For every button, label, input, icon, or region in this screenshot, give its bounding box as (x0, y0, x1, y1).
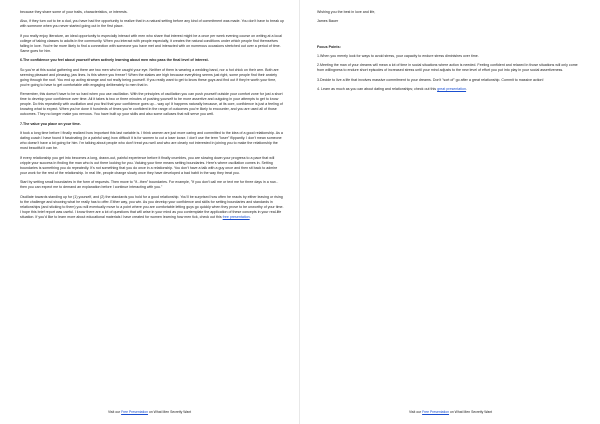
left-page-footer (0, 410, 299, 414)
section-heading-7: 7.The value you place on your time. (20, 121, 81, 126)
footer-suffix: on What Men Secretly Want (148, 410, 192, 414)
footer-suffix: on What Men Secretly Want (449, 410, 493, 414)
paragraph: because they share some of your traits, characteristics, or interests. (20, 10, 128, 14)
footer-prefix: Visit our (408, 410, 423, 414)
paragraph: So you're at this social gathering and there are two men who've caught your eye. Neither of them is wearing a wedding band, nor a hot chick on their arm. Both are seeming pleasant and pleasing, jaw lines. Is this where you freeze? When the stakes are high because everything seems just right, some people find their anxiety going through the roof. You end up acting strange and not really being yourself. If you really want to get to know these guys and find out if they're worth your time, you're going to have to get comfortable with engaging deliberately to men that in. (20, 67, 279, 87)
paragraph-text: Oscillate towards standing up for (1) yourself, and (2) the standards you hold for a good relationship. You'll be surprised how often he reacts by either leaving or rising to the challenge and showing what he really has to offer. Either way, you win. As you develop your confidence and skills for setting boundaries and standards in relationships (and sticking to them) you will eventually move to a point where you are comfortable letting guys go quickly when they prove to be unworthy of your time. I hope this brief report was useful. I know there are a lot of questions that will arise in your mind as you contemplate the application of these concepts in your real-life situation. If you'd like to learn more about educational materials I have created for women learning how men tick, check out this (20, 194, 284, 219)
right-page (301, 0, 600, 424)
paragraph: It took a long time before I finally realized how important this last variable is. I think women are just more caring and committed to the idea of a good relationship. As a dating coach I have found it fascinating (in a painful way) how difficult it is for women to cut a loser loose. I don't use the term "loser" flippantly. I don't mean someone who doesn't have a lot going for him. I'm talking about people who don't treat you well and who are clearly not interested in joining you to make the relationship the most beautiful it can be. (20, 131, 283, 151)
paragraph: Remember, this doesn't have to be so hard when you use oscillation. With the principles of oscillation you can push yourself outside your comfort zone for just a short time to develop your confidence over time. All it takes is two or three minutes of pushing yourself to be more assertive and outgoing in your attempts to get to know people. Do this repeatedly with oscillation and you find that your confidence goes up... way up! It happens naturally because, at its core, confidence is just a feeling of knowing what to expect. When you've done it hundreds of times you're confident in the range of outcomes you're likely to encounter, and you are used all of those outcomes. They no longer make you nervous. You have built up your skills and also some calluses that will serve you well. (20, 92, 283, 117)
paragraph: If every relationship you get into becomes a long, drawn-out, painful experience before it finally crumbles, you are slowing down your progress to a pace that will cripple your success in finding the man who is out there looking for you. Valuing your time means setting boundaries. Here's where oscillation comes in. Setting boundaries is something you do repeatedly. It's not something that you do once in a relationship. You don't have a talk with a guy once and then sit back to admire your work for the rest of the relationship. In real life, people change slowly once they have developed a bad habit in the way they treat you. (20, 155, 278, 175)
paragraph: Also, if they turn out to be a dud, you have had the opportunity to realize that in a natural setting before any kind of commitment was made. You don't have to break up with someone when you never started going out in the first place. (20, 19, 284, 29)
footer-presentation-link[interactable]: Free Presentation (422, 410, 450, 414)
left-page-body (20, 10, 285, 224)
focus-point: 3.Decide to live a life that involves massive commitment to your dreams. Don't "sort of" go after a great relationship. Commit to massive action! (317, 77, 544, 82)
focus-point: 1.When you merely look for ways to avoid stress, your capacity to endure stress diminishes over time. (317, 53, 479, 58)
paragraph: Start by setting small boundaries in the form of requests. Then move to "if...then" boundaries. For example, "If you don't call me or text me for three days in a row... then you can expect me to demand an explanation before I continue interacting with you." (20, 180, 279, 190)
paragraph: If you really enjoy literature, an ideal opportunity to especially interact with men who share that interest might be a once per week evening course on writing at a local college of taking classes to adults in the community. When you interact with people especially, it creates the natural conditions under which people find themselves falling in love. You're far more likely to find a connection with someone you have met and interacted with on numerous occasions stretched out over a period of time. Same goes for him. (20, 33, 282, 53)
footer-presentation-link[interactable]: Free Presentation (121, 410, 149, 414)
closing-line: Wishing you the best in love and life, (317, 10, 376, 14)
focus-point-with-link: 4. Learn as much as you can about dating and relationships; check out this great presentation. (317, 86, 468, 91)
paragraph-with-link: Oscillate towards standing up for (1) yourself, and (2) the standards you hold for a good relationship. You'll be surprised how often he reacts by either leaving or rising to the challenge and showing what he really has to offer. Either way, you win. As you develop your confidence and skills for setting boundaries and standards in relationships (and sticking to them) you will eventually move to a point where you are comfortable letting guys go quickly when they prove to be unworthy of your time. I hope this brief report was useful. I know there are a lot of questions that will arise in your mind as you contemplate the application of these concepts in your real-life situation. If you'd like to learn more about educational materials I have created for women learning how men tick, check out this free presentation. (20, 194, 284, 219)
right-page-footer (301, 410, 600, 414)
right-page-body (317, 10, 582, 96)
great-presentation-link[interactable]: great presentation (437, 86, 467, 91)
focus-point: 2.Meeting the man of your dreams will mean a lot of time in social situations where action is needed. Feeling confident and relaxed in those situations will only come from willingness to endure short episodes of increased stress until your mind adjusts to the new level of effort you put into play in your social assertiveness. (317, 63, 578, 73)
free-presentation-link[interactable]: free presentation (222, 214, 250, 219)
footer-prefix: Visit our (107, 410, 122, 414)
focus-points-title: Focus Points: (317, 44, 341, 49)
focus-point-text: 4. Learn as much as you can about dating and relationships; check out this (317, 86, 438, 91)
section-heading-6: 6.The confidence you feel about yourself when actively learning about men who pass the final level of interest. (20, 58, 209, 63)
signature: James Bauer (317, 19, 339, 24)
